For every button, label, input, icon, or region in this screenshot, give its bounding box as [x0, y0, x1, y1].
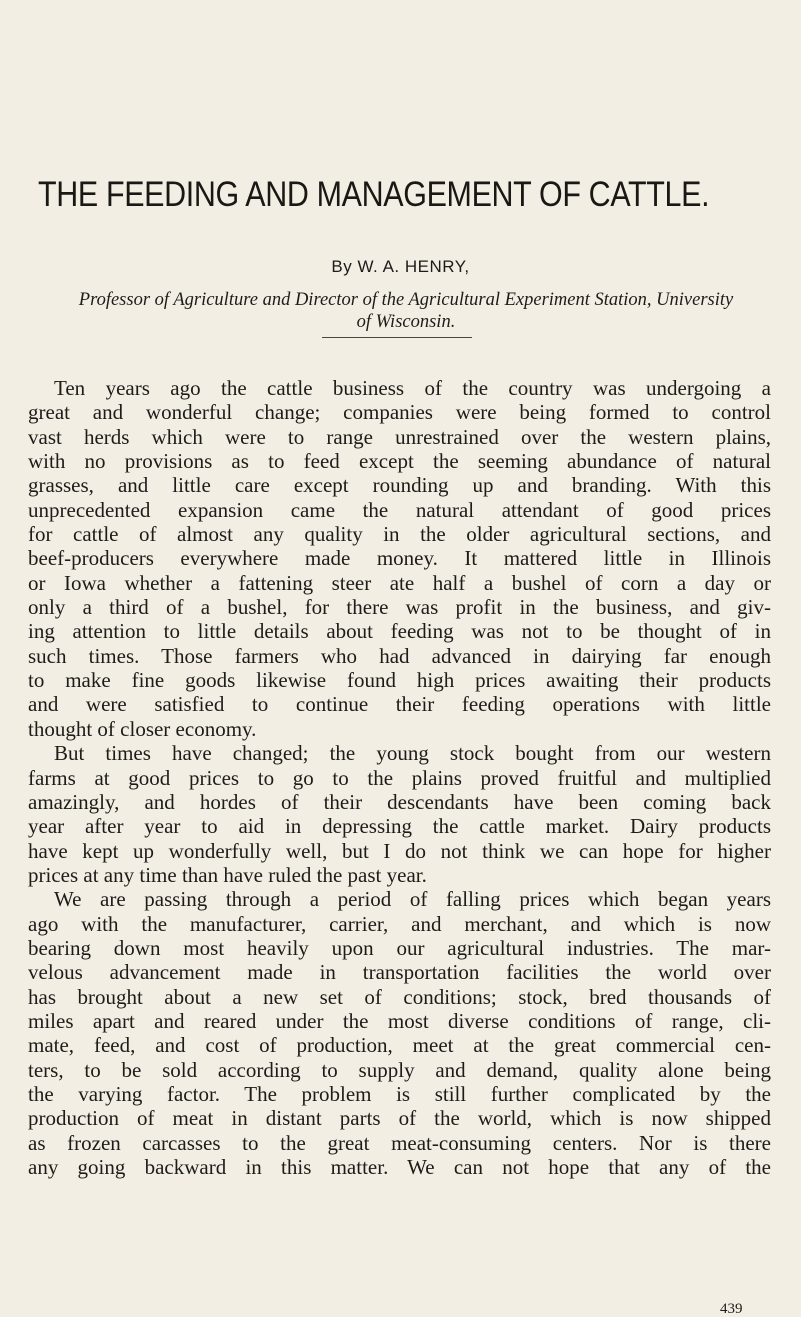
text-line: only a third of a bushel, for there was profit in the business, and giv-: [28, 595, 771, 620]
text-line: bearing down most heavily upon our agricultural industries. The mar-: [28, 935, 771, 960]
text-line: miles apart and reared under the most diverse conditions of range, cli-: [28, 1008, 771, 1033]
text-line: has brought about a new set of conditions; stock, bred thousands of: [28, 984, 771, 1009]
text-line: year after year to aid in depressing the cattle market. Dairy products: [28, 814, 771, 839]
text-line: or Iowa whether a fattening steer ate half a bushel of corn a day or: [28, 570, 771, 595]
divider-rule: [322, 337, 472, 338]
text-line: mate, feed, and cost of production, meet at the great commercial cen-: [28, 1033, 771, 1058]
article-body: [28, 376, 771, 1179]
text-line: to make fine goods likewise found high prices awaiting their products: [28, 668, 771, 693]
text-line: farms at good prices to go to the plains proved fruitful and multiplied: [28, 765, 771, 790]
text-line: But times have changed; the young stock bought from our western: [54, 741, 771, 766]
text-line: beef-producers everywhere made money. It mattered little in Illinois: [28, 546, 771, 571]
text-line: any going backward in this matter. We can not hope that any of the: [28, 1155, 771, 1179]
text-line: such times. Those farmers who had advanced in dairying far enough: [28, 643, 771, 668]
text-line: grasses, and little care except rounding up and branding. With this: [28, 473, 771, 498]
text-line: velous advancement made in transportation facilities the world over: [28, 960, 771, 985]
text-line: ago with the manufacturer, carrier, and merchant, and which is now: [28, 911, 771, 936]
text-line: We are passing through a period of falling prices which began years: [54, 887, 771, 912]
author-byline: By W. A. HENRY,: [331, 257, 470, 276]
article-title: THE FEEDING AND MANAGEMENT OF CATTLE.: [38, 175, 710, 214]
affiliation-line: of Wisconsin.: [356, 312, 456, 332]
text-line: ters, to be sold according to supply and demand, quality alone being: [28, 1057, 771, 1082]
text-line: with no provisions as to feed except the seeming abundance of natural: [28, 449, 771, 474]
text-line: have kept up wonderfully well, but I do not think we can hope for higher: [28, 838, 771, 863]
author-affiliation: [26, 289, 786, 333]
affiliation-line: Professor of Agriculture and Director of the Agricultural Experiment Station, University: [78, 290, 734, 310]
text-line: amazingly, and hordes of their descendants have been coming back: [28, 789, 771, 814]
text-line: prices at any time than have ruled the past year.: [28, 862, 427, 887]
text-line: ing attention to little details about feeding was not to be thought of in: [28, 619, 771, 644]
text-line: great and wonderful change; companies were being formed to control: [28, 400, 771, 425]
text-line: vast herds which were to range unrestrained over the western plains,: [28, 424, 771, 449]
text-line: Ten years ago the cattle business of the country was undergoing a: [54, 376, 771, 400]
text-line: for cattle of almost any quality in the older agricultural sections, and: [28, 522, 771, 547]
text-line: unprecedented expansion came the natural attendant of good prices: [28, 497, 771, 522]
text-line: production of meat in distant parts of the world, which is now shipped: [28, 1106, 771, 1131]
text-line: the varying factor. The problem is still further complicated by the: [28, 1081, 771, 1106]
text-line: and were satisfied to continue their feeding operations with little: [28, 692, 771, 717]
page-number: 439: [720, 1301, 743, 1317]
text-line: as frozen carcasses to the great meat-consuming centers. Nor is there: [28, 1130, 771, 1155]
text-line: thought of closer economy.: [28, 716, 257, 741]
